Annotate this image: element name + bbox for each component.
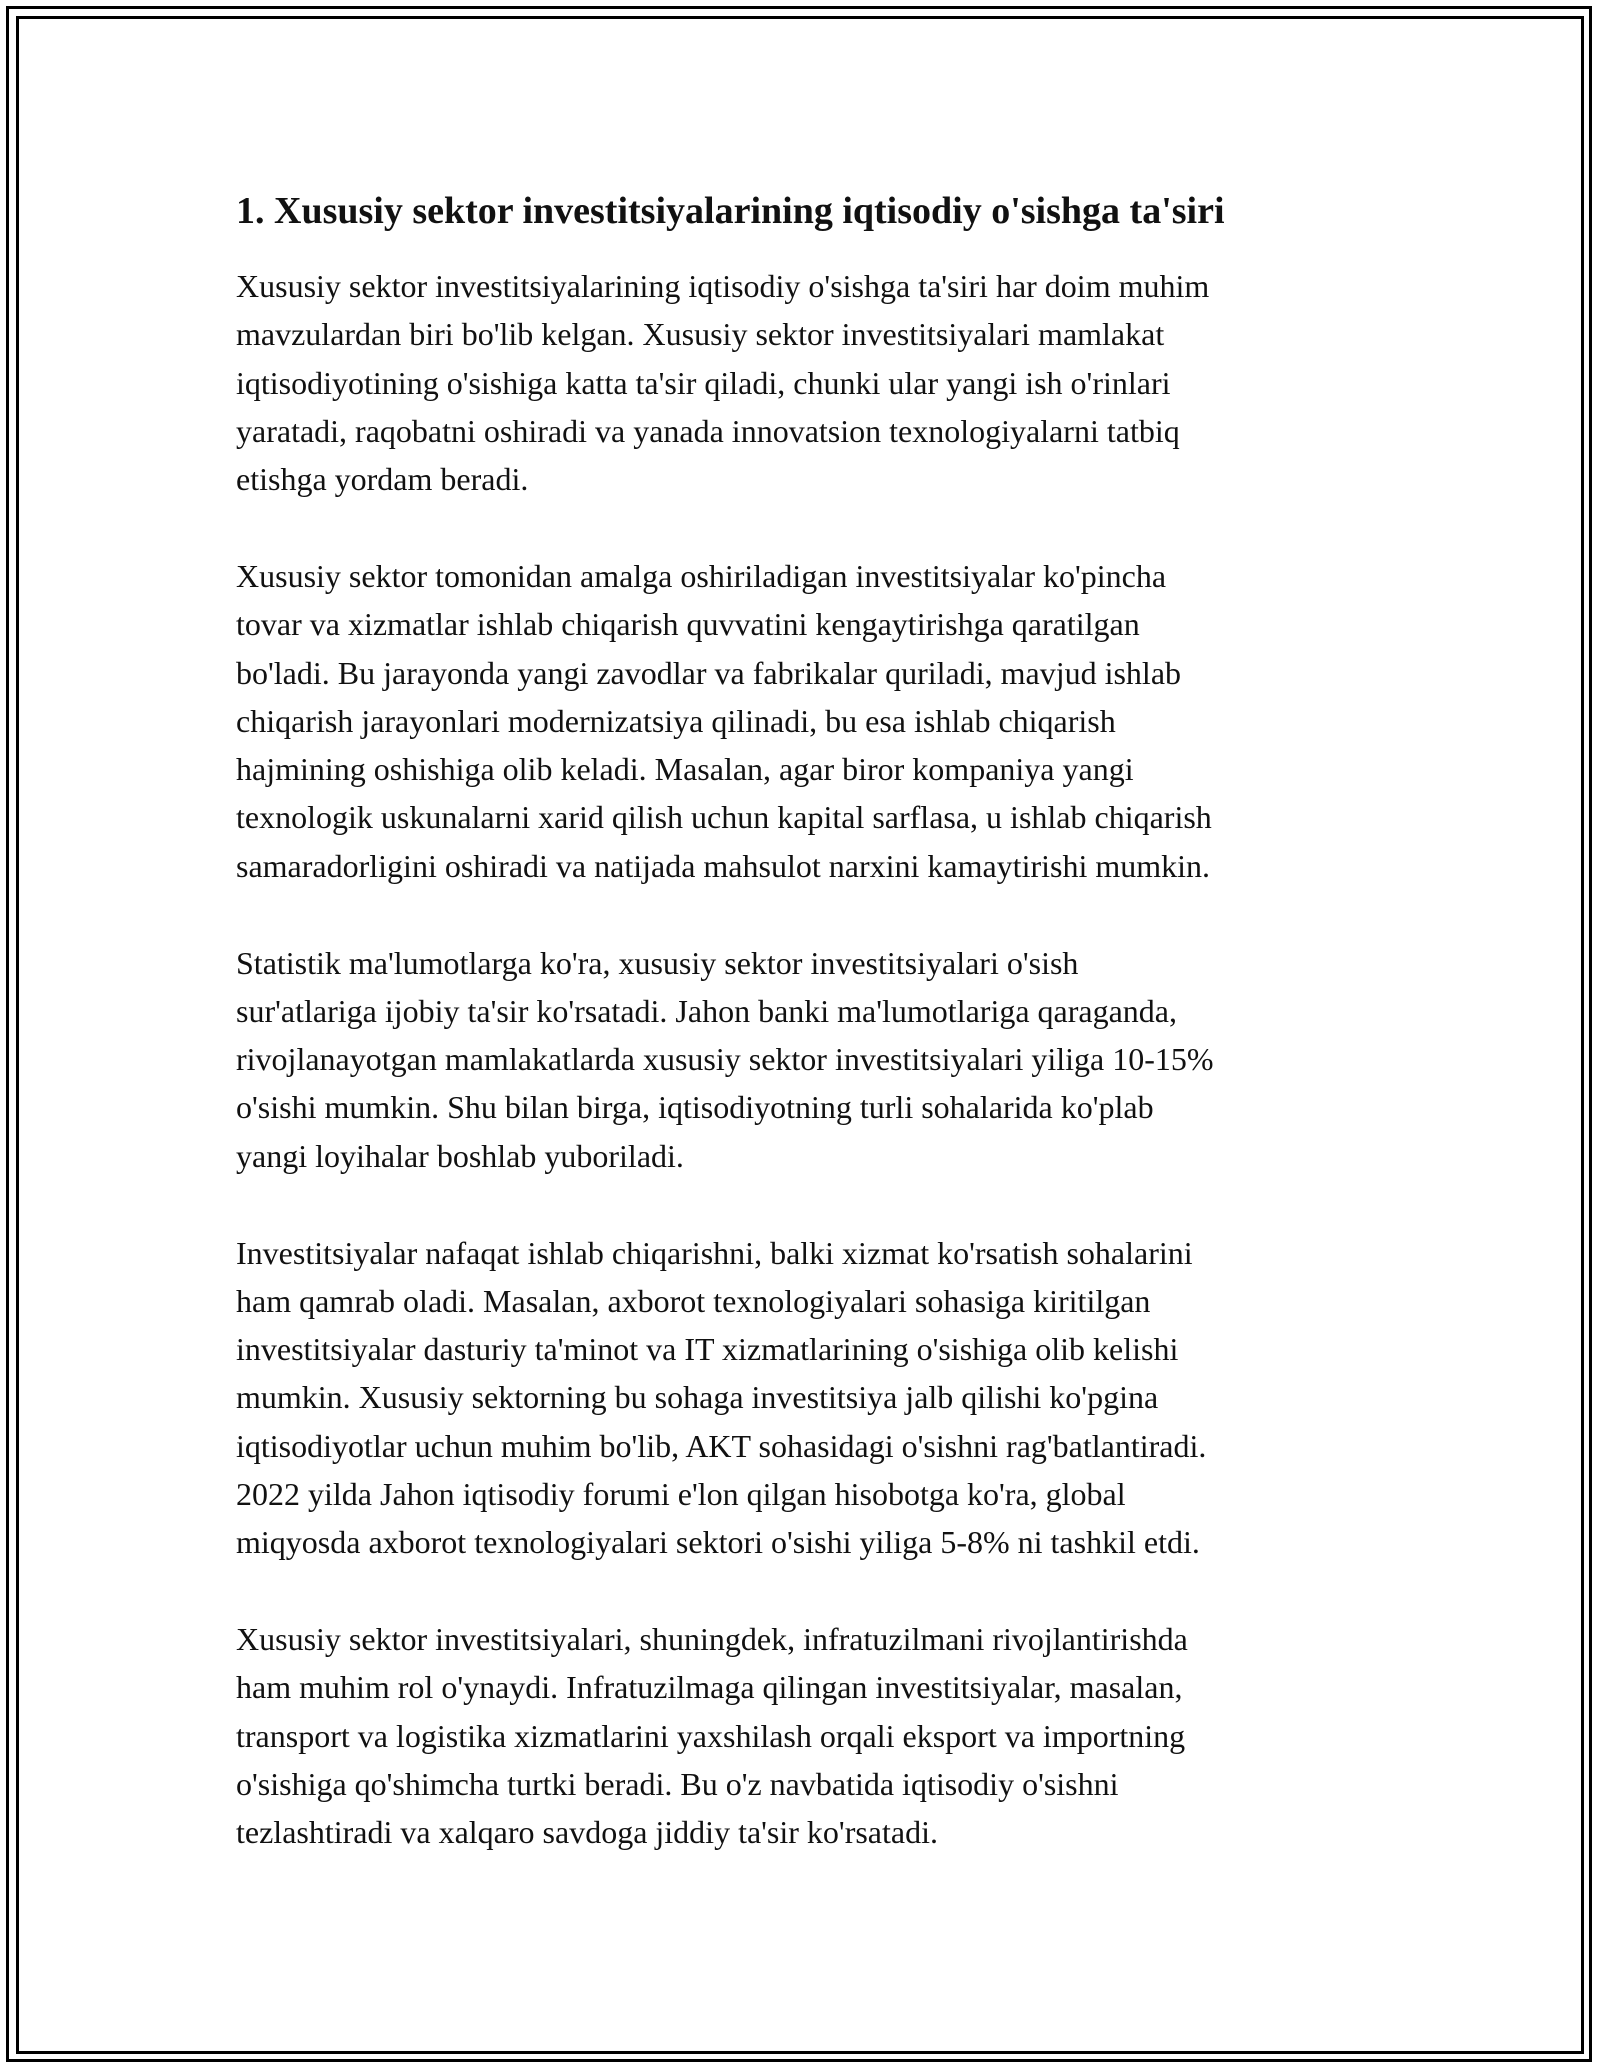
text-line: 2022 yilda Jahon iqtisodiy forumi e'lon qilgan hisobotga ko'ra, global: [236, 1476, 1126, 1513]
text-line: Statistik ma'lumotlarga ko'ra, xususiy sektor investitsiyalari o'sish: [236, 944, 1079, 981]
paragraph-1: [236, 262, 1366, 503]
text-line: samaradorligini oshiradi va natijada mahsulot narxini kamaytirishi mumkin.: [236, 847, 1211, 884]
paragraph-4: [236, 1229, 1366, 1567]
text-line: o'sishi mumkin. Shu bilan birga, iqtisodiyotning turli sohalarida ko'plab: [236, 1089, 1154, 1126]
text-line: miqyosda axborot texnologiyalari sektori o'sishi yiliga 5-8% ni tashkil etdi.: [236, 1524, 1200, 1561]
paragraph-5: [236, 1615, 1366, 1856]
paragraph-2: [236, 552, 1366, 890]
text-line: Xususiy sektor investitsiyalarining iqtisodiy o'sishga ta'siri har doim muhim: [236, 268, 1210, 304]
text-line: tezlashtiradi va xalqaro savdoga jiddiy ta'sir ko'rsatadi.: [236, 1814, 938, 1851]
text-line: iqtisodiyotining o'sishiga katta ta'sir qiladi, chunki ular yangi ish o'rinlari: [236, 364, 1171, 401]
text-line: tovar va xizmatlar ishlab chiqarish quvvatini kengaytirishga qaratilgan: [236, 606, 1140, 643]
text-line: etishga yordam beradi.: [236, 461, 529, 498]
text-line: transport va logistika xizmatlarini yaxshilash orqali eksport va importning: [236, 1717, 1186, 1754]
text-line: o'sishiga qo'shimcha turtki beradi. Bu o'z navbatida iqtisodiy o'sishni: [236, 1766, 1119, 1803]
text-line: Xususiy sektor tomonidan amalga oshiriladigan investitsiyalar ko'pincha: [236, 557, 1167, 594]
text-line: Xususiy sektor investitsiyalari, shuningdek, infratuzilmani rivojlantirishda: [236, 1621, 1188, 1658]
text-line: iqtisodiyotlar uchun muhim bo'lib, AKT sohasidagi o'sishni rag'batlantiradi.: [236, 1427, 1207, 1464]
document-body: [236, 186, 1366, 1905]
text-line: mavzulardan biri bo'lib kelgan. Xususiy sektor investitsiyalari mamlakat: [236, 316, 1165, 353]
text-line: ham muhim rol o'ynaydi. Infratuzilmaga qilingan investitsiyalar, masalan,: [236, 1669, 1183, 1706]
text-line: rivojlanayotgan mamlakatlarda xususiy sektor investitsiyalari yiliga 10-15%: [236, 1041, 1214, 1078]
text-line: bo'ladi. Bu jarayonda yangi zavodlar va fabrikalar quriladi, mavjud ishlab: [236, 654, 1182, 691]
text-line: ham qamrab oladi. Masalan, axborot texnologiyalari sohasiga kiritilgan: [236, 1282, 1151, 1319]
text-line: texnologik uskunalarni xarid qilish uchun kapital sarflasa, u ishlab chiqarish: [236, 799, 1212, 836]
text-line: chiqarish jarayonlari modernizatsiya qilinadi, bu esa ishlab chiqarish: [236, 702, 1116, 739]
text-line: Investitsiyalar nafaqat ishlab chiqarishni, balki xizmat ko'rsatish sohalarini: [236, 1234, 1193, 1271]
paragraph-3: [236, 939, 1366, 1180]
section-heading: 1. Xususiy sektor investitsiyalarining iqtisodiy o'sishga ta'siri: [236, 190, 1225, 232]
text-line: yaratadi, raqobatni oshiradi va yanada innovatsion texnologiyalarni tatbiq: [236, 412, 1180, 449]
text-line: investitsiyalar dasturiy ta'minot va IT xizmatlarining o'sishiga olib kelishi: [236, 1331, 1179, 1368]
text-line: hajmining oshishiga olib keladi. Masalan, agar biror kompaniya yangi: [236, 751, 1134, 788]
text-line: yangi loyihalar boshlab yuboriladi.: [236, 1137, 684, 1174]
text-line: mumkin. Xususiy sektorning bu sohaga investitsiya jalb qilishi ko'pgina: [236, 1379, 1159, 1416]
text-line: sur'atlariga ijobiy ta'sir ko'rsatadi. Jahon banki ma'lumotlariga qaraganda,: [236, 992, 1177, 1029]
